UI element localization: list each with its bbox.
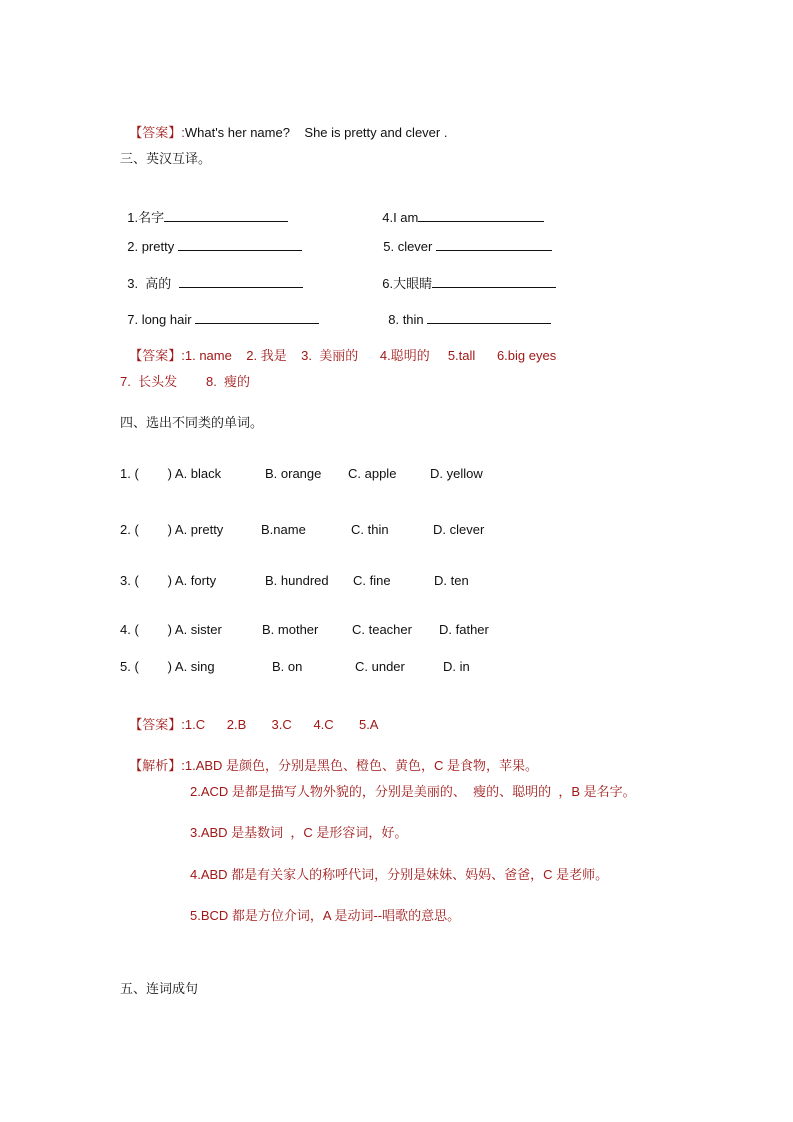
question-3-option-b: B. hundred (265, 573, 329, 588)
translate-item-6 (375, 259, 556, 292)
question-5-option-c: C. under (355, 659, 405, 674)
answer-text: What's her name? She is pretty and clever . (184, 125, 448, 140)
translate-label: 3. 高的 (127, 276, 172, 291)
question-5-option-a: 5. ( ) A. sing (120, 659, 215, 674)
answer-tag: 【答案】: (129, 125, 185, 140)
answer-tag: 【答案】: (129, 717, 185, 732)
question-2-option-d: D. clever (433, 522, 485, 537)
analysis-line-1 (122, 742, 538, 774)
translate-label: 1.名字 (127, 210, 165, 225)
translate-label: 8. thin (388, 312, 424, 327)
section-3-title: 三、英汉互译。 (120, 151, 212, 166)
question-5-option-d: D. in (443, 659, 470, 674)
translate-label: 6.大眼睛 (382, 276, 433, 291)
answer-blank[interactable] (436, 238, 552, 251)
question-1-option-c: C. apple (348, 466, 397, 481)
section-3-answer-line-2: 7. 长头发 8. 瘦的 (120, 374, 251, 389)
question-3-option-a: 3. ( ) A. forty (120, 573, 217, 588)
answer-tag: 【答案】: (129, 348, 185, 363)
answer-blank[interactable] (164, 209, 288, 222)
question-2-option-a: 2. ( ) A. pretty (120, 522, 224, 537)
answer-text: 1. name 2. 我是 3. 美丽的 4.聪明的 5.tall 6.big eyes (184, 348, 557, 363)
section-4-title: 四、选出不同类的单词。 (120, 415, 264, 430)
analysis-line-5: 5.BCD 都是方位介词，A 是动词--唱歌的意思。 (190, 908, 461, 923)
analysis-line-3: 3.ABD 是基数词 ，C 是形容词，好。 (190, 825, 408, 840)
question-1-option-d: D. yellow (430, 466, 483, 481)
translate-label: 2. pretty (127, 239, 175, 254)
answer-blank[interactable] (179, 275, 303, 288)
section-4-answer (122, 701, 378, 733)
section-5-title: 五、连词成句 (120, 981, 199, 996)
answer-blank[interactable] (418, 209, 544, 222)
analysis-line-4: 4.ABD 都是有关家人的称呼代词，分别是妹妹、妈妈、爸爸，C 是老师。 (190, 867, 609, 882)
analysis-text: 1.ABD 是颜色，分别是黑色、橙色、黄色，C 是食物，苹果。 (184, 758, 539, 773)
question-2-option-b: B.name (261, 522, 306, 537)
answer-blank[interactable] (195, 311, 319, 324)
translate-item-5 (376, 222, 552, 255)
answer-blank[interactable] (178, 238, 302, 251)
translate-item-7 (120, 295, 319, 328)
translate-item-8 (381, 295, 551, 328)
question-1-option-b: B. orange (265, 466, 322, 481)
question-2-option-c: C. thin (351, 522, 389, 537)
translate-label: 4.I am (382, 210, 419, 225)
answer-blank[interactable] (432, 275, 556, 288)
question-4-option-c: C. teacher (352, 622, 412, 637)
translate-item-3 (120, 259, 303, 292)
question-1-option-a: 1. ( ) A. black (120, 466, 222, 481)
question-3-option-d: D. ten (434, 573, 469, 588)
question-4-option-b: B. mother (262, 622, 319, 637)
question-4-option-d: D. father (439, 622, 489, 637)
question-3-option-c: C. fine (353, 573, 391, 588)
answer-text: 1.C 2.B 3.C 4.C 5.A (184, 717, 379, 732)
answer-blank[interactable] (427, 311, 551, 324)
question-5-option-b: B. on (272, 659, 303, 674)
answer-line-1 (122, 109, 447, 141)
section-3-answer (122, 332, 556, 364)
analysis-tag: 【解析】: (129, 758, 185, 773)
translate-item-2 (120, 222, 302, 255)
translate-label: 7. long hair (127, 312, 192, 327)
question-4-option-a: 4. ( ) A. sister (120, 622, 222, 637)
translate-label: 5. clever (383, 239, 433, 254)
analysis-line-2: 2.ACD 是都是描写人物外貌的，分别是美丽的、 瘦的、聪明的 ，B 是名字。 (190, 784, 636, 799)
